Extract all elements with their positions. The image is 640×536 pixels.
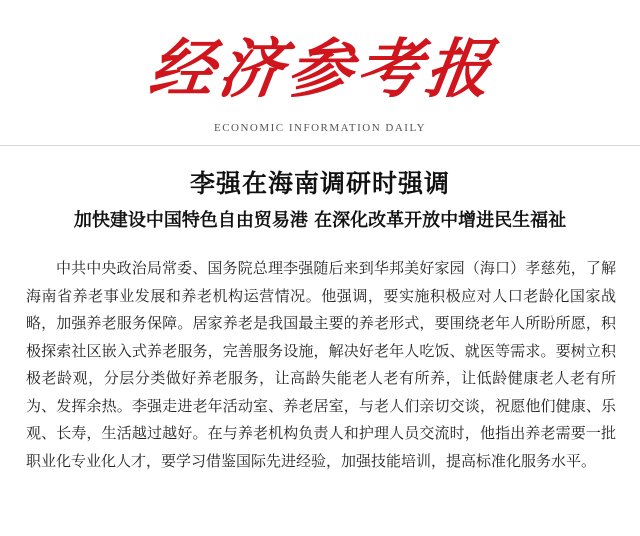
article-body: 中共中央政治局常委、国务院总理李强随后来到华邦美好家园（海口）孝慈苑，了解海南省养老事业发展和养老机构运营情况。他强调，要实施积极应对人口老龄化国家战略，加强养老服务保障。居家养老是我国最主要的养老形式，要围绕老年人所盼所愿，积极探索社区嵌入式养老服务，完善服务设施，解决好老年人吃饭、就医等需求。要树立积极老龄观，分层分类做好养老服务，让高龄失能老人老有所养，让低龄健康老人老有所为、发挥余热。李强走进老年活动室、养老居室，与老人们亲切交谈，祝愿他们健康、乐观、长寿，生活越过越好。在与养老机构负责人和护理人员交流时，他指出养老需要一批职业化专业化人才，要学习借鉴国际先进经验，加强技能培训，提高标准化服务水平。 [26, 259, 616, 470]
article-subheadline: 加快建设中国特色自由贸易港 在深化改革开放中增进民生福祉 [73, 210, 567, 231]
newspaper-logo [144, 30, 496, 134]
logo-char-3: 参 [282, 32, 358, 107]
logo-char-1: 经 [144, 32, 220, 107]
logo-char-2: 济 [213, 32, 289, 107]
masthead-divider [0, 145, 640, 146]
logo-calligraphy [144, 30, 496, 110]
masthead [0, 0, 640, 145]
article-headline: 李强在海南调研时强调 [189, 169, 450, 198]
logo-char-4: 考 [351, 32, 427, 107]
logo-subtitle-english: ECONOMIC INFORMATION DAILY [213, 122, 427, 134]
logo-char-5: 报 [420, 32, 496, 107]
